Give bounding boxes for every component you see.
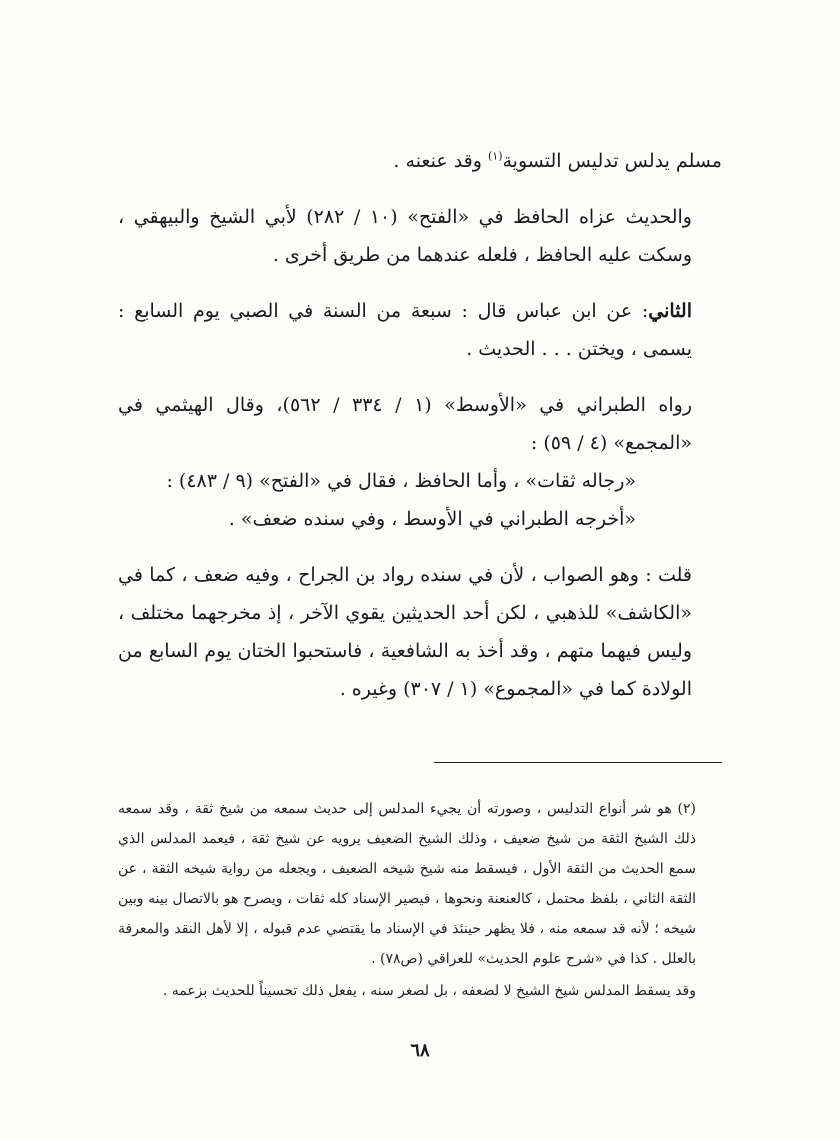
paragraph-narration: رواه الطبراني في «الأوسط» (١ / ٣٣٤ / ٥٦٢)، وقال الهيثمي في «المجمع» (٤ / ٥٩) : [118,394,692,454]
footnote: (٢) هو شر أنواع التدليس ، وصورته أن يجيء المدلس إلى حديث سمعه من شيخ ثقة ، وقد سمعه ذلك الشيخ الثقة من شيخ ضعيف ، وذلك الشيخ الضعيف يرويه عن شيخ ثقة ، فيعمد المدلس الذي سمع الحديث من الثقة الأول ، فيسقط منه شيخ شيخه الضعيف ، ويجعله من رواية شيخه الثقة ، عن الثقة الثاني ، بلفظ محتمل ، كالعنعنة ونحوها ، فيصير الإسناد كله ثقات ، ويصرح هو بالاتصال بينه وبين شيخه ؛ لأنه قد سمعه منه ، فلا يظهر حينئذ في الإسناد ما يقتضي عدم قبوله ، إلا لأهل النقد والمعرفة بالعلل . كذا في «شرح علوم الحديث» للعراقي (ص٧٨) . [118,801,696,967]
text-run: : عن ابن عباس قال : سبعة من السنة في الصبي يوم السابع : يسمى ، ويختن . . . الحديث . [118,300,692,360]
quote-line: «رجاله ثقات» ، وأما الحافظ ، فقال في «الفتح» (٩ / ٤٨٣) : [166,470,636,492]
footnote: وقد يسقط المدلس شيخ الشيخ لا لضعفه ، بل لصغر سنه ، يفعل ذلك تحسيناً للحديث بزعمه . [162,983,696,999]
footnote-marker: (١) [487,149,503,163]
footnotes [118,794,722,1006]
paragraph-hadith-attribution: والحديث عزاه الحافظ في «الفتح» (١٠ / ٢٨٢) لأبي الشيخ والبيهقي ، وسكت عليه الحافظ ، فلعله عندهما من طريق أخرى . [118,206,692,266]
page-number: ٦٨ [410,1040,430,1061]
paragraph-continuation [118,142,722,180]
paragraph-conclusion: قلت : وهو الصواب ، لأن في سنده رواد بن الجراح ، وفيه ضعف ، كما في «الكاشف» للذهبي ، لكن أحد الحديثين يقوي الآخر ، إذ مخرجهما مختلف ، وليس فيهما متهم ، وقد أخذ به الشافعية ، فاستحبوا الختان يوم السابع من الولادة كما في «المجموع» (١ / ٣٠٧) وغيره . [118,564,692,700]
paragraph-label: الثاني [648,300,692,322]
quote-line: «أخرجه الطبراني في الأوسط ، وفي سنده ضعف» . [228,508,636,530]
footnote-separator [434,762,722,763]
paragraph-second-hadith [118,292,722,368]
text-run: وقد عنعنه . [393,150,488,172]
text-run: مسلم يدلس تدليس التسوية [502,150,722,172]
main-text [118,142,722,708]
